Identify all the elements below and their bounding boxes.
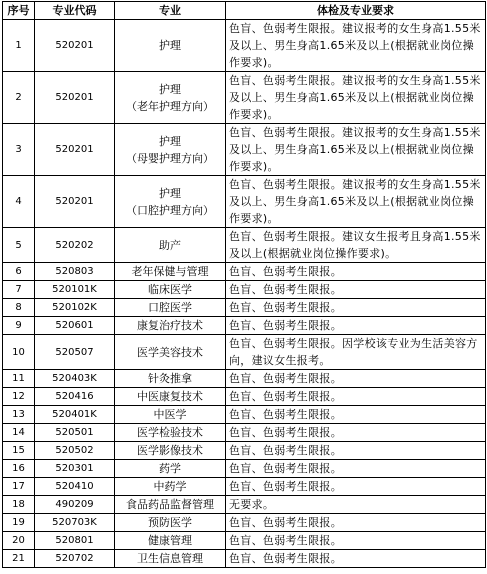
cell-major-name [115,424,226,442]
cell-serial-number: 10 [3,335,35,370]
major-direction: （口腔护理方向） [126,203,214,217]
cell-requirements: 色盲、色弱考生限报。 [226,514,486,532]
major-name: 中医康复技术 [137,390,203,403]
major-name: 医学影像技术 [137,444,203,457]
major-name: 临床医学 [148,283,192,296]
cell-serial-number: 12 [3,388,35,406]
cell-requirements: 无要求。 [226,496,486,514]
table-row [3,478,486,496]
cell-major-name [115,370,226,388]
table-row [3,124,486,176]
cell-major-code: 520601 [35,317,115,335]
cell-requirements: 色盲、色弱考生限报。建议报考的女生身高1.55米及以上、男生身高1.65米及以上(根据就业岗位操作要求)。 [226,176,486,228]
major-direction: （老年护理方向） [126,99,214,113]
cell-serial-number: 15 [3,442,35,460]
cell-serial-number: 19 [3,514,35,532]
major-name: 护理 [159,82,181,96]
cell-serial-number: 5 [3,228,35,263]
cell-major-name [115,281,226,299]
cell-major-code: 520403K [35,370,115,388]
cell-major-name [115,317,226,335]
cell-major-code: 490209 [35,496,115,514]
cell-major-name [115,388,226,406]
cell-requirements: 色盲、色弱考生限报。 [226,281,486,299]
cell-major-name [115,335,226,370]
major-name: 中医学 [153,408,187,421]
header-serial-number: 序号 [3,2,35,20]
cell-major-code: 520301 [35,460,115,478]
cell-requirements: 色盲、色弱考生限报。建议报考的女生身高1.55米及以上、男生身高1.65米及以上(根据就业岗位操作要求)。 [226,124,486,176]
table-row [3,424,486,442]
cell-requirements: 色盲、色弱考生限报。 [226,442,486,460]
cell-serial-number: 7 [3,281,35,299]
table-row [3,550,486,568]
cell-major-name [115,228,226,263]
cell-serial-number: 2 [3,72,35,124]
cell-requirements: 色盲、色弱考生限报。建议女生报考且身高1.55米及以上(根据就业岗位操作要求)。 [226,228,486,263]
table-row [3,460,486,478]
cell-serial-number: 16 [3,460,35,478]
cell-major-name [115,550,226,568]
table-row [3,228,486,263]
major-name: 护理 [159,186,181,200]
table-row [3,532,486,550]
cell-major-code: 520416 [35,388,115,406]
table-row [3,20,486,72]
table-row [3,388,486,406]
cell-major-code: 520703K [35,514,115,532]
table-row [3,299,486,317]
major-direction: （母婴护理方向） [126,151,214,165]
cell-major-name [115,478,226,496]
major-name: 健康管理 [148,534,192,547]
table-row [3,406,486,424]
major-requirements-table [2,1,486,568]
table-row [3,263,486,281]
table-header-row [3,2,486,20]
cell-serial-number: 3 [3,124,35,176]
cell-requirements: 色盲、色弱考生限报。 [226,460,486,478]
cell-major-name [115,263,226,281]
cell-requirements: 色盲、色弱考生限报。 [226,478,486,496]
cell-major-name [115,442,226,460]
major-name: 中药学 [153,480,187,493]
cell-major-code: 520201 [35,20,115,72]
cell-major-code: 520410 [35,478,115,496]
cell-major-code: 520702 [35,550,115,568]
cell-requirements: 色盲、色弱考生限报。 [226,424,486,442]
table-row [3,514,486,532]
cell-requirements: 色盲、色弱考生限报。 [226,406,486,424]
major-name: 口腔医学 [148,301,192,314]
major-name: 康复治疗技术 [137,319,203,332]
cell-requirements: 色盲、色弱考生限报。 [226,550,486,568]
cell-major-code: 520401K [35,406,115,424]
header-major-name: 专业 [115,2,226,20]
document-page [2,1,486,568]
cell-major-code: 520801 [35,532,115,550]
cell-major-name [115,514,226,532]
cell-major-name [115,299,226,317]
cell-major-code: 520502 [35,442,115,460]
cell-major-code: 520202 [35,228,115,263]
cell-requirements: 色盲、色弱考生限报。因学校该专业为生活美容方向，建议女生报考。 [226,335,486,370]
cell-serial-number: 1 [3,20,35,72]
table-row [3,72,486,124]
table-row [3,281,486,299]
cell-serial-number: 9 [3,317,35,335]
cell-serial-number: 18 [3,496,35,514]
cell-serial-number: 17 [3,478,35,496]
cell-requirements: 色盲、色弱考生限报。 [226,299,486,317]
header-major-code: 专业代码 [35,2,115,20]
cell-major-code: 520101K [35,281,115,299]
major-name: 护理 [159,134,181,148]
cell-major-name [115,496,226,514]
table-row [3,317,486,335]
cell-serial-number: 20 [3,532,35,550]
cell-major-name [115,20,226,72]
cell-major-code: 520507 [35,335,115,370]
major-name: 食品药品监督管理 [126,498,214,511]
major-name: 医学检验技术 [137,426,203,439]
cell-requirements: 色盲、色弱考生限报。建议报考的女生身高1.55米及以上、男生身高1.65米及以上(根据就业岗位操作要求)。 [226,20,486,72]
table-row [3,496,486,514]
cell-major-name [115,460,226,478]
cell-requirements: 色盲、色弱考生限报。 [226,317,486,335]
table-row [3,176,486,228]
cell-serial-number: 8 [3,299,35,317]
cell-major-name [115,406,226,424]
cell-serial-number: 6 [3,263,35,281]
major-name: 老年保健与管理 [131,265,209,278]
major-name: 药学 [159,462,181,475]
cell-major-name [115,532,226,550]
cell-major-code: 520201 [35,124,115,176]
cell-requirements: 色盲、色弱考生限报。 [226,263,486,281]
cell-major-name [115,124,226,176]
cell-major-code: 520201 [35,176,115,228]
major-name: 针灸推拿 [148,372,192,385]
cell-major-name [115,176,226,228]
cell-serial-number: 11 [3,370,35,388]
cell-major-code: 520501 [35,424,115,442]
table-row [3,335,486,370]
cell-major-code: 520102K [35,299,115,317]
table-row [3,442,486,460]
cell-requirements: 色盲、色弱考生限报。建议报考的女生身高1.55米及以上、男生身高1.65米及以上(根据就业岗位操作要求)。 [226,72,486,124]
cell-major-code: 520201 [35,72,115,124]
cell-requirements: 色盲、色弱考生限报。 [226,370,486,388]
table-row [3,370,486,388]
table-body [3,20,486,568]
cell-major-name [115,72,226,124]
cell-requirements: 色盲、色弱考生限报。 [226,532,486,550]
header-requirements: 体检及专业要求 [226,2,486,20]
major-name: 卫生信息管理 [137,552,203,565]
major-name: 预防医学 [148,516,192,529]
cell-serial-number: 21 [3,550,35,568]
major-name: 医学美容技术 [137,345,203,359]
cell-serial-number: 13 [3,406,35,424]
major-name: 助产 [159,238,181,252]
cell-serial-number: 14 [3,424,35,442]
cell-serial-number: 4 [3,176,35,228]
cell-requirements: 色盲、色弱考生限报。 [226,388,486,406]
major-name: 护理 [159,39,181,52]
cell-major-code: 520803 [35,263,115,281]
